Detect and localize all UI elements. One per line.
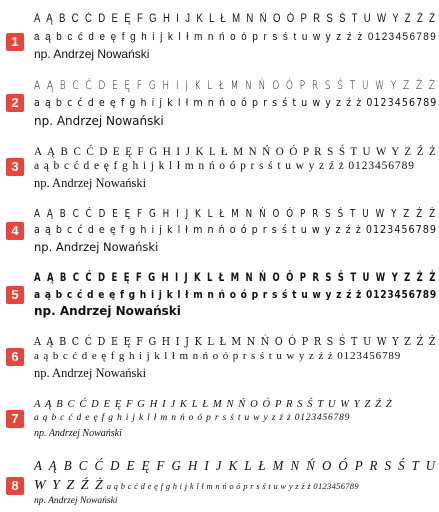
lowercase-alphabet-digits: a ą b c ć d e ę f g h i j k l ł m n ń o ó p r s ś t u w y z ź ż 0123456789 (34, 160, 415, 172)
example-name: np. Andrzej Nowański (34, 496, 118, 506)
uppercase-alphabet: A Ą B C Ć D E Ę F G H I J K L Ł M N Ń O Ó P R S Ś T U W Y Z Ź Ż (34, 144, 438, 158)
uppercase-continued-lowercase (34, 478, 359, 494)
lowercase-alphabet-digits: a ą b c ć d e ę f g h i j k l ł m n ń o ó p r s ś t u w y z ź ż 0123456789 (34, 96, 438, 109)
example-name: np. Andrzej Nowański (34, 47, 150, 61)
example-name: np. Andrzej Nowański (34, 366, 147, 380)
uppercase-alphabet: A Ą B C Ć D E Ę F G H I J K L Ł M N Ń O Ó P R S Ś T U (34, 459, 437, 474)
uppercase-alphabet: A Ą B C Ć D E Ę F G H I J K L Ł M N Ń O Ó P R S Ś T U W Y Z Ź Ż (34, 335, 437, 348)
lowercase-alphabet-digits: a ą b c ć d e ę f g h i j k l ł m n ń o ó p r s ś t u w y z ź ż 0123456789 (34, 224, 437, 236)
uppercase-alphabet: A Ą B C Ć D E Ę F G H I J K L Ł M N Ń O Ó P R S Ś T U W Y Z Ź Ż (34, 399, 393, 410)
example-name: np. Andrzej Nowański (34, 240, 159, 254)
uppercase-alphabet: A Ą B C Ć D E Ę F G H I J K L Ł M N Ń O Ó P R S Ś T U W Y Z Ź Ż (34, 270, 438, 284)
uppercase-alphabet: A Ą B C Ć D E Ę F G H I J K L Ł M N Ń O Ó P R S Ś T U W Y Z Ź Ż (34, 13, 437, 25)
sample-number-badge: 1 (6, 33, 24, 51)
sample-number-badge: 7 (6, 410, 24, 428)
uppercase-alphabet: A Ą B C Ć D E Ę F G H I J K L Ł M N Ń O Ó P R S Ś T U W Y Z Ź Ż (34, 78, 437, 92)
example-name: np. Andrzej Nowański (34, 114, 164, 128)
example-name: np. Andrzej Nowański (34, 428, 122, 439)
sample-number-badge: 5 (6, 286, 24, 304)
example-name: np. Andrzej Nowański (34, 304, 181, 318)
sample-number-badge: 3 (6, 158, 24, 176)
lowercase-alphabet-digits: a ą b c ć d e ę f g h i j k l ł m n ń o ó p r s ś t u w y z ź ż 0123456789 (106, 481, 359, 491)
sample-number-badge: 8 (6, 477, 24, 495)
sample-number-badge: 4 (6, 222, 24, 240)
sample-number-badge: 6 (6, 348, 24, 366)
lowercase-alphabet-digits: a ą b c ć d e ę f g h i j k l ł m n ń o ó p r s ś t u w y z ź ż 0123456789 (34, 413, 351, 423)
sample-number-badge: 2 (6, 94, 24, 112)
uppercase-alphabet-continued: W Y Z Ź Ż (34, 478, 105, 493)
example-name: np. Andrzej Nowański (34, 176, 147, 190)
lowercase-alphabet-digits: a ą b c ć d e ę f g h i j k l ł m n ń o ó p r s ś t u w y z ź ż 0123456789 (34, 288, 437, 301)
uppercase-alphabet: A Ą B C Ć D E Ę F G H I J K L Ł M N Ń O Ó P R S Ś T U W Y Z Ź Ż (34, 207, 438, 220)
lowercase-alphabet-digits: a ą b c ć d e ę f g h i j k l ł m n ń o ó p r s ś t u w y z ź ż 0123456789 (34, 350, 402, 362)
lowercase-alphabet-digits: a ą b c ć d e ę f g h i j k l ł m n ń o ó p r s ś t u w y z ź ż 0123456789 (34, 31, 438, 43)
